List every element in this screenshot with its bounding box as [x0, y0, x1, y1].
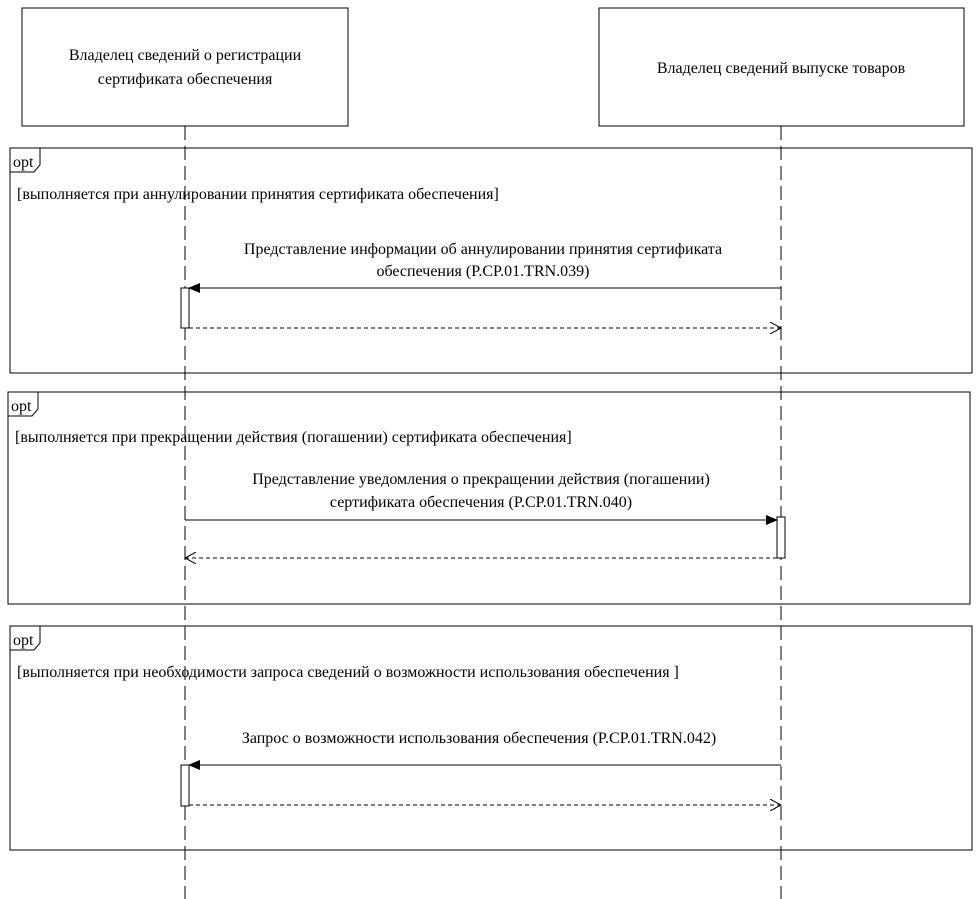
opt-fragment-2	[8, 392, 970, 604]
participant-right	[599, 8, 964, 126]
participant-left-label-line-1: Владелец сведений о регистрации	[68, 47, 302, 64]
fragment-1-guard: [выполняется при аннулировании принятия сертификата обеспечения]	[17, 186, 499, 203]
participant-right-label: Владелец сведений выпуске товаров	[656, 60, 906, 77]
fragment-1-operator: opt	[13, 154, 34, 171]
message-2-label-line-1: Представление уведомления о прекращении действия (погашении)	[252, 471, 710, 488]
activation-bar-3	[181, 765, 189, 806]
fragment-2-guard: [выполняется при прекращении действия (погашении) сертификата обеспечения]	[15, 429, 572, 446]
participant-left	[22, 8, 348, 126]
fragment-3-guard: [выполняется при необходимости запроса сведений о возможности использования обеспечения ]	[17, 664, 679, 681]
message-3-label: Запрос о возможности использования обеспечения (P.CP.01.TRN.042)	[241, 730, 717, 747]
message-2-label-line-2: сертификата обеспечения (P.CP.01.TRN.040)	[329, 494, 633, 511]
message-1-label-line-2: обеспечения (P.CP.01.TRN.039)	[376, 263, 590, 280]
participant-left-label-line-2: сертификата обеспечения	[97, 71, 273, 88]
activation-bar-1	[181, 288, 189, 328]
fragment-2-operator: opt	[11, 398, 32, 415]
message-1-label-line-1: Представление информации об аннулировании принятия сертификата	[243, 241, 723, 258]
opt-fragment-3	[10, 626, 972, 850]
opt-fragment-1	[10, 148, 972, 373]
activation-bar-2	[777, 517, 785, 558]
fragment-3-operator: opt	[13, 632, 34, 649]
